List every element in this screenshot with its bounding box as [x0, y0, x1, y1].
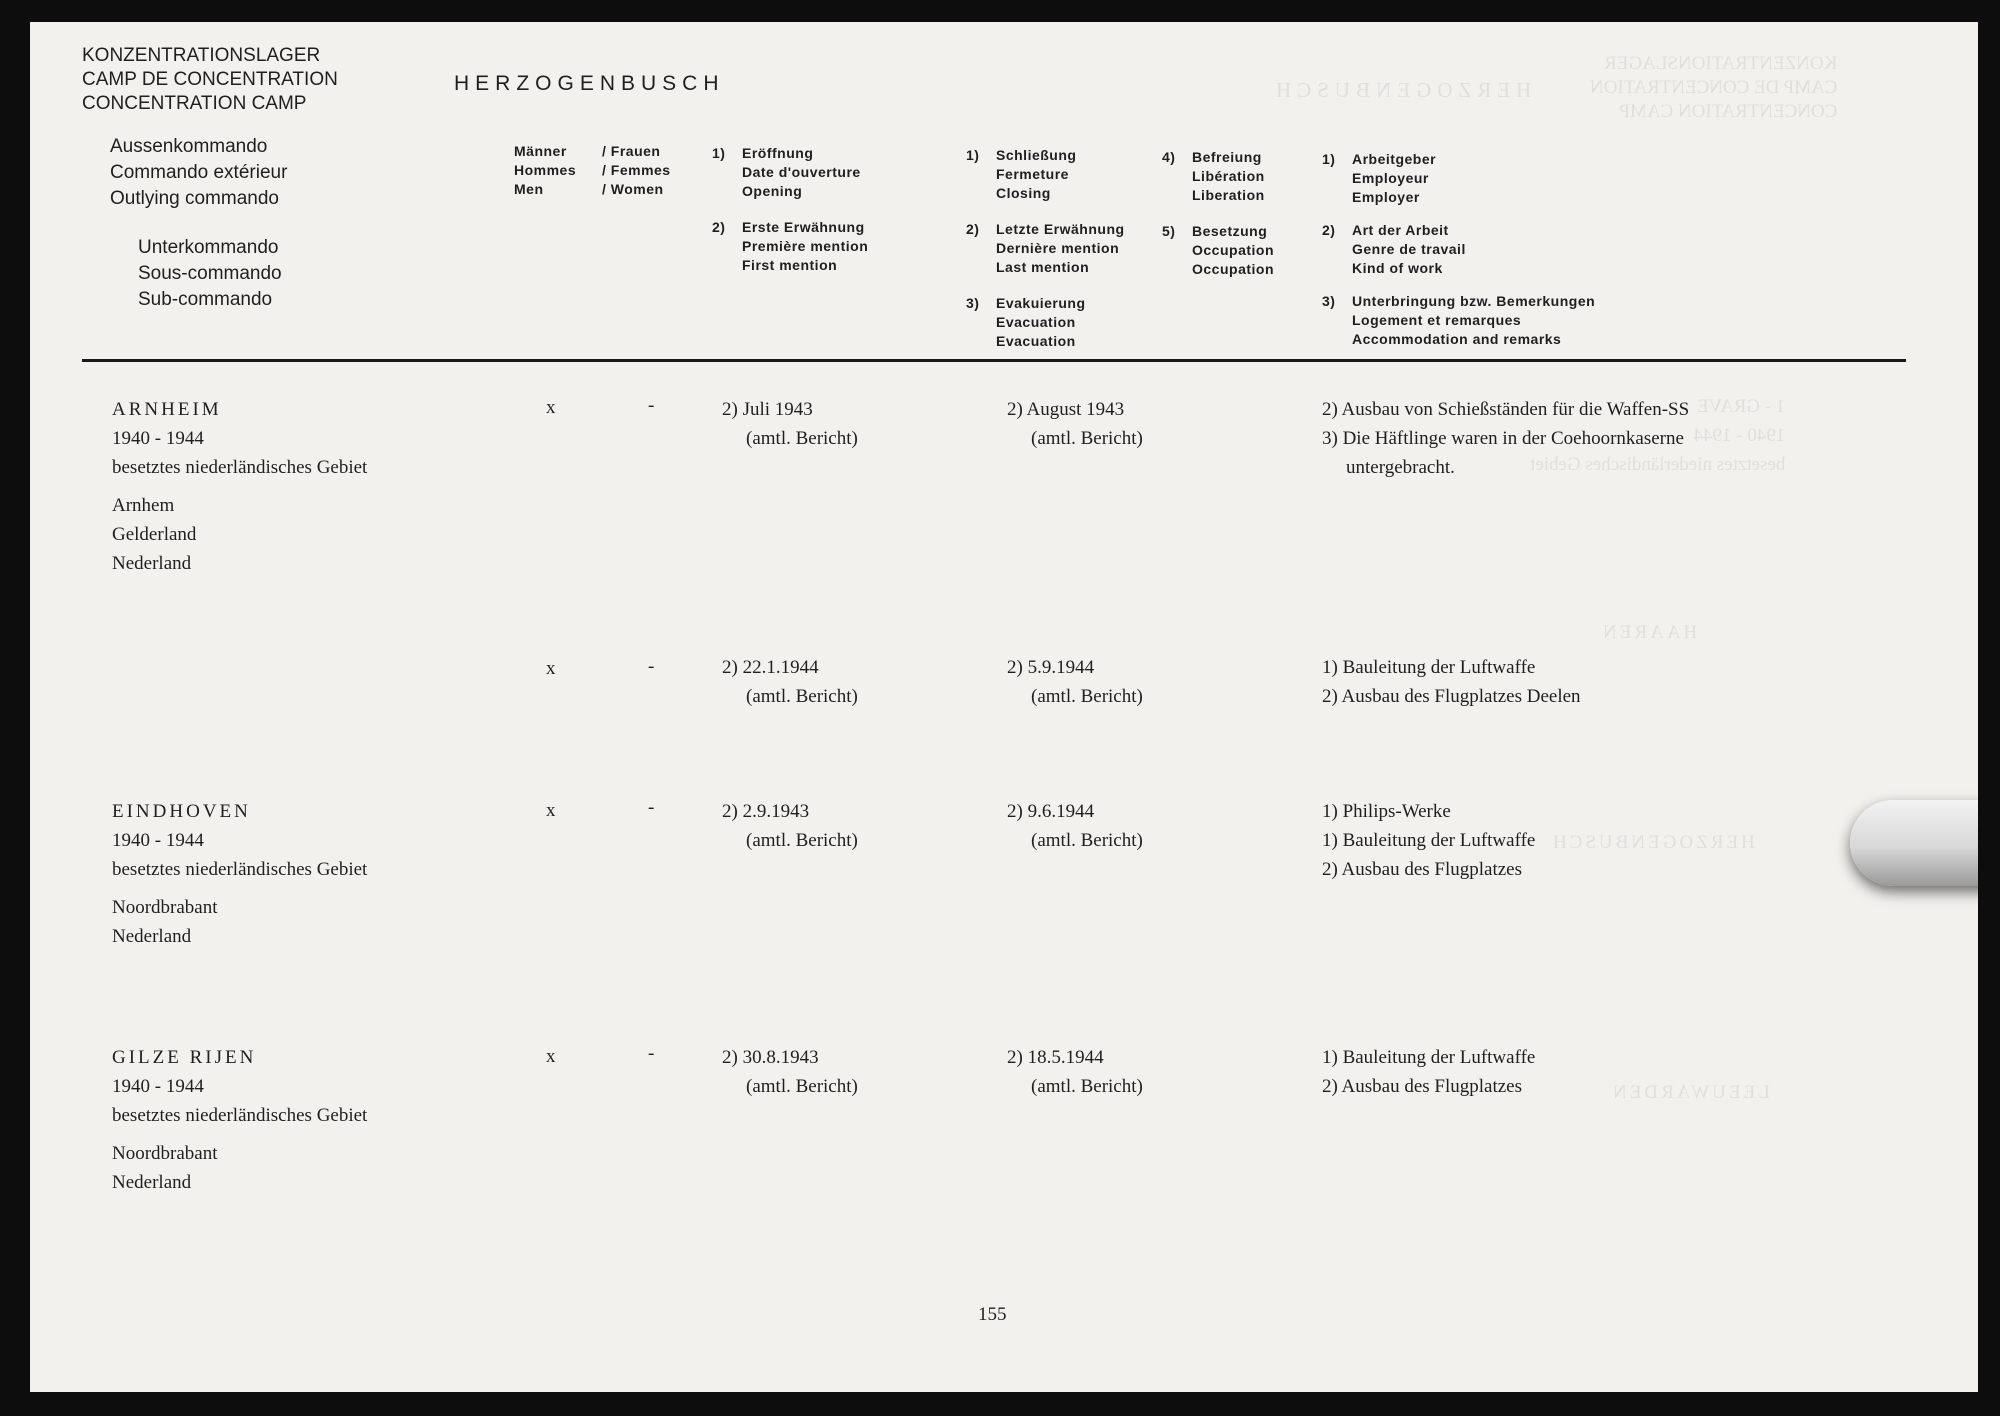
- legend-num: 4): [1162, 149, 1176, 165]
- men-mark: x: [546, 397, 556, 418]
- opening-source: (amtl. Bericht): [746, 428, 858, 449]
- men-label: Männer: [514, 143, 567, 159]
- opening-source: (amtl. Bericht): [746, 686, 858, 707]
- remark-line: 3) Die Häftlinge waren in der Coehoornkaserne: [1322, 428, 1684, 449]
- entry-province: Noordbrabant: [112, 897, 218, 918]
- opening-cell: [722, 1043, 858, 1101]
- women-label: / Women: [602, 181, 664, 197]
- unter-label-en: Sub-commando: [138, 289, 273, 310]
- women-mark: -: [648, 395, 655, 416]
- bleed-through-text: LEEUWARDEN: [1610, 1082, 1770, 1103]
- closing-date: 2) 9.6.1944: [1007, 801, 1095, 822]
- legend-label: Arbeitgeber: [1352, 151, 1437, 167]
- legend-label: Befreiung: [1192, 149, 1262, 165]
- aussenkommando-labels: [110, 134, 287, 212]
- legend-label: Employer: [1352, 189, 1420, 205]
- camp-type-labels: [82, 44, 338, 116]
- bleed-through-text: KONZENTRATIONSLAGER CAMP DE CONCENTRATION CONCENTRATION CAMP: [1590, 53, 1838, 122]
- legend-label: Fermeture: [996, 166, 1069, 182]
- page-number: 155: [978, 1304, 1007, 1325]
- legend-label: Dernière mention: [996, 240, 1120, 256]
- opening-source: (amtl. Bericht): [746, 1076, 858, 1097]
- opening-column-header: [712, 144, 868, 275]
- camp-label-en: CONCENTRATION CAMP: [82, 93, 307, 114]
- entry-years: 1940 - 1944: [112, 830, 204, 851]
- women-label: / Frauen: [602, 143, 661, 159]
- entry-territory: besetztes niederländisches Gebiet: [112, 859, 368, 880]
- entry-territory: besetztes niederländisches Gebiet: [112, 457, 368, 478]
- remark-line: 2) Ausbau des Flugplatzes Deelen: [1322, 686, 1581, 707]
- legend-label: Evacuation: [996, 314, 1076, 330]
- entry-years: 1940 - 1944: [112, 428, 204, 449]
- entry-province: Noordbrabant: [112, 1143, 218, 1164]
- aussen-label-de: Aussenkommando: [110, 136, 268, 157]
- liberation-column-header: [1162, 148, 1274, 279]
- closing-source: (amtl. Bericht): [1031, 1076, 1143, 1097]
- legend-num: 1): [966, 147, 980, 163]
- aussen-label-en: Outlying commando: [110, 188, 279, 209]
- legend-num: 3): [1322, 293, 1336, 309]
- remark-line: 2) Ausbau des Flugplatzes: [1322, 1076, 1523, 1097]
- legend-label: Besetzung: [1192, 223, 1268, 239]
- legend-label: Employeur: [1352, 170, 1429, 186]
- closing-source: (amtl. Bericht): [1031, 686, 1143, 707]
- employer-column-header: [1322, 150, 1595, 349]
- closing-date: 2) August 1943: [1007, 399, 1125, 420]
- entry-province: Gelderland: [112, 524, 197, 545]
- opening-date: 2) 30.8.1943: [722, 1047, 819, 1068]
- closing-source: (amtl. Bericht): [1031, 428, 1143, 449]
- unterkommando-labels: [138, 235, 282, 313]
- camp-label-fr: CAMP DE CONCENTRATION: [82, 69, 338, 90]
- closing-source: (amtl. Bericht): [1031, 830, 1143, 851]
- legend-label: Occupation: [1192, 261, 1275, 277]
- place-name: EINDHOVEN: [112, 801, 251, 822]
- opening-cell: [722, 395, 858, 453]
- remarks-cell: [1322, 1043, 1535, 1101]
- unter-label-fr: Sous-commando: [138, 263, 282, 284]
- legend-num: 2): [966, 221, 980, 237]
- women-mark: -: [648, 656, 655, 677]
- entry-location-block: [112, 797, 367, 951]
- remarks-cell: [1322, 797, 1535, 884]
- opening-date: 2) 22.1.1944: [722, 657, 819, 678]
- remark-line: untergebracht.: [1346, 457, 1455, 478]
- scanner-clip: [1850, 800, 1978, 886]
- remarks-cell: [1322, 653, 1581, 711]
- bleed-through-text: 1 - GRAVE 1940 - 1944 besetztes niederländisches Gebiet: [1530, 396, 1786, 475]
- entry-country: Nederland: [112, 926, 192, 947]
- bleed-through-text: HERZOGENBUSCH: [1550, 832, 1755, 853]
- legend-label: Last mention: [996, 259, 1090, 275]
- legend-num: 5): [1162, 223, 1176, 239]
- men-label: Hommes: [514, 162, 577, 178]
- legend-label: Evacuation: [996, 333, 1076, 349]
- legend-label: Genre de travail: [1352, 241, 1466, 257]
- entry-town: Arnhem: [112, 495, 175, 516]
- remark-line: 2) Ausbau des Flugplatzes: [1322, 859, 1523, 880]
- legend-label: Liberation: [1192, 187, 1265, 203]
- legend-num: 1): [712, 145, 726, 161]
- entry-territory: besetztes niederländisches Gebiet: [112, 1105, 368, 1126]
- closing-cell: [1007, 1043, 1143, 1101]
- opening-date: 2) Juli 1943: [722, 399, 813, 420]
- legend-label: Erste Erwähnung: [742, 219, 865, 235]
- closing-date: 2) 5.9.1944: [1007, 657, 1095, 678]
- opening-cell: [722, 797, 858, 855]
- closing-cell: [1007, 395, 1143, 453]
- entry-location-block: [112, 395, 367, 578]
- legend-num: 2): [712, 219, 726, 235]
- legend-label: Kind of work: [1352, 260, 1443, 276]
- men-label: Men: [514, 181, 544, 197]
- opening-source: (amtl. Bericht): [746, 830, 858, 851]
- legend-label: Date d'ouverture: [742, 164, 861, 180]
- women-label: / Femmes: [602, 162, 671, 178]
- bleed-through-text: HAAREN: [1600, 622, 1698, 643]
- women-mark: -: [648, 1043, 655, 1064]
- legend-label: Opening: [742, 183, 803, 199]
- header-divider: [82, 359, 1906, 362]
- camp-name: HERZOGENBUSCH: [454, 72, 725, 95]
- entry-location-block: [112, 1043, 367, 1197]
- entry-country: Nederland: [112, 1172, 192, 1193]
- legend-label: Closing: [996, 185, 1051, 201]
- legend-label: Art der Arbeit: [1352, 222, 1449, 238]
- legend-label: Occupation: [1192, 242, 1275, 258]
- remark-line: 1) Bauleitung der Luftwaffe: [1322, 830, 1536, 851]
- legend-label: Unterbringung bzw. Bemerkungen: [1352, 293, 1596, 309]
- men-mark: x: [546, 800, 556, 821]
- women-mark: -: [648, 797, 655, 818]
- remark-line: 1) Bauleitung der Luftwaffe: [1322, 1047, 1536, 1068]
- legend-label: Schließung: [996, 147, 1077, 163]
- legend-label: Evakuierung: [996, 295, 1086, 311]
- opening-date: 2) 2.9.1943: [722, 801, 810, 822]
- closing-date: 2) 18.5.1944: [1007, 1047, 1104, 1068]
- entry-years: 1940 - 1944: [112, 1076, 204, 1097]
- men-mark: x: [546, 1046, 556, 1067]
- entry-country: Nederland: [112, 553, 192, 574]
- place-name: ARNHEIM: [112, 399, 222, 420]
- remark-line: 1) Bauleitung der Luftwaffe: [1322, 657, 1536, 678]
- aussen-label-fr: Commando extérieur: [110, 162, 288, 183]
- legend-label: Letzte Erwähnung: [996, 221, 1125, 237]
- closing-cell: [1007, 797, 1143, 855]
- legend-label: Accommodation and remarks: [1352, 331, 1562, 347]
- legend-label: Logement et remarques: [1352, 312, 1522, 328]
- camp-label-de: KONZENTRATIONSLAGER: [82, 45, 321, 66]
- opening-cell: [722, 653, 858, 711]
- men-women-header: [514, 142, 671, 199]
- unter-label-de: Unterkommando: [138, 237, 279, 258]
- document-page: [30, 22, 1978, 1392]
- legend-label: Première mention: [742, 238, 869, 254]
- bleed-through-text: HERZOGENBUSCH: [1270, 78, 1532, 102]
- closing-cell: [1007, 653, 1143, 711]
- closing-column-header: [966, 146, 1125, 351]
- legend-label: First mention: [742, 257, 838, 273]
- legend-num: 3): [966, 295, 980, 311]
- remark-line: 1) Philips-Werke: [1322, 801, 1451, 822]
- legend-label: Eröffnung: [742, 145, 814, 161]
- men-mark: x: [546, 658, 556, 679]
- legend-num: 1): [1322, 151, 1336, 167]
- legend-num: 2): [1322, 222, 1336, 238]
- remark-line: 2) Ausbau von Schießständen für die Waffen-SS: [1322, 399, 1690, 420]
- remarks-cell: [1322, 395, 1689, 482]
- legend-label: Libération: [1192, 168, 1265, 184]
- place-name: GILZE RIJEN: [112, 1047, 257, 1068]
